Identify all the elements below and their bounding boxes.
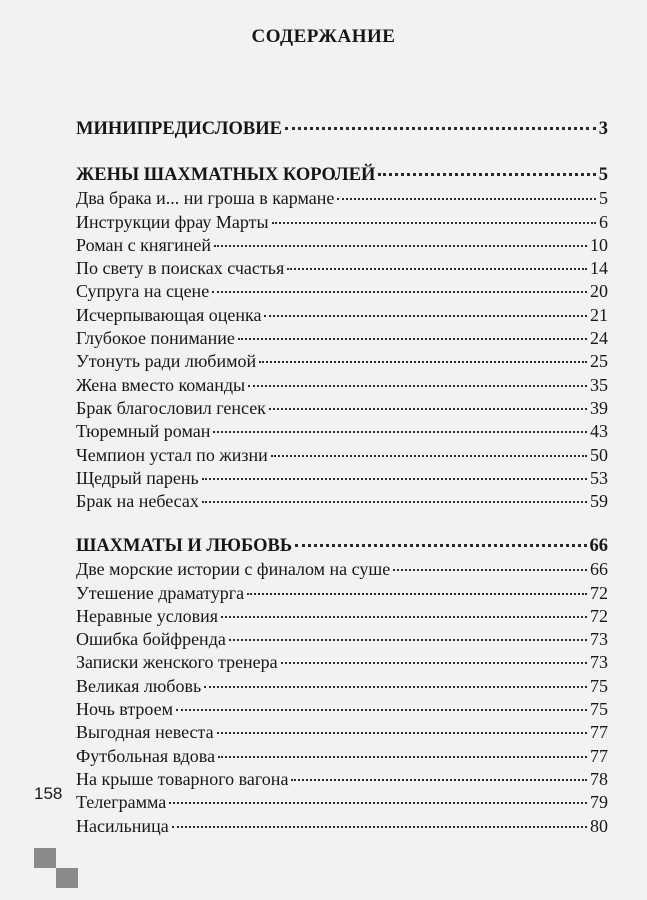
toc-entry-label: На крыше товарного вагона [76,768,289,789]
toc-entry-page: 73 [590,629,608,650]
toc-entry-label: Брак на небесах [76,491,199,512]
dot-leader [337,198,596,200]
toc-entry-page: 80 [590,815,608,836]
toc-entry-label: Роман с княгиней [76,234,212,255]
toc-entry-label: Два брака и... ни гроша в кармане [76,188,335,209]
dot-leader [291,779,587,781]
dot-leader [214,245,587,247]
toc-entry-page: 78 [590,768,608,789]
toc-entry[interactable] [76,815,608,838]
toc-entry-label: Телеграмма [76,792,167,813]
toc-entry[interactable] [76,698,608,721]
toc-entry[interactable] [76,558,608,581]
dot-leader [218,756,587,758]
toc-entry[interactable] [76,304,608,327]
toc-entry-label: Насильница [76,815,169,836]
toc-entry-page: 43 [590,421,608,442]
dot-leader [269,408,587,410]
toc-entry-page: 75 [590,699,608,720]
toc-entry[interactable] [76,721,608,744]
toc-entry-page: 72 [590,582,608,603]
dot-leader [202,501,587,503]
toc-section-heading[interactable] [76,164,608,187]
toc-entry-page: 14 [590,258,608,279]
toc-heading-label: МИНИПРЕДИСЛОВИЕ [76,119,282,139]
page-number: 158 [34,784,63,803]
toc-section-wives [76,164,608,513]
toc-section-heading[interactable] [76,535,608,558]
toc-entry-label: Записки женского тренера [76,652,278,673]
dot-leader [217,732,587,734]
dot-leader [221,616,587,618]
toc-heading-label: ШАХМАТЫ И ЛЮБОВЬ [76,536,293,556]
dot-leader [202,478,587,480]
toc-entry[interactable] [76,187,608,210]
dot-leader [285,127,596,130]
toc-entry-page: 73 [590,652,608,673]
toc-entry[interactable] [76,628,608,651]
toc-entry-label: Утонуть ради любимой [76,351,257,372]
dot-leader [204,686,587,688]
corner-square [34,848,56,868]
toc-entry-label: Утешение драматурга [76,582,245,603]
toc-entry-label: Щедрый парень [76,467,199,488]
dot-leader [378,173,595,176]
toc-entry-page: 25 [590,351,608,372]
dot-leader [272,222,596,224]
toc-entry[interactable] [76,490,608,513]
dot-leader [238,338,587,340]
toc-entry-label: Жена вместо команды [76,374,246,395]
toc-entry[interactable] [76,234,608,257]
toc-entry-label: Великая любовь [76,675,202,696]
toc-entry-label: Брак благословил генсек [76,397,266,418]
corner-square [56,868,78,888]
page-title: СОДЕРЖАНИЕ [251,26,396,47]
toc-entry-page: 77 [590,722,608,743]
dot-leader [169,802,587,804]
dot-leader [176,709,587,711]
toc-heading-label: ЖЕНЫ ШАХМАТНЫХ КОРОЛЕЙ [76,165,376,185]
toc-entry-label: Тюремный роман [76,421,211,442]
dot-leader [281,662,587,664]
toc-heading-page: 66 [589,536,608,556]
dot-leader [172,826,587,828]
dot-leader [295,544,586,547]
toc-entry-label: По свету в поисках счастья [76,258,285,279]
dot-leader [248,385,587,387]
toc-entry-label: Выгодная невеста [76,722,214,743]
toc-entry-label: Две морские истории с финалом на суше [76,559,391,580]
toc-entry-page: 77 [590,745,608,766]
toc-entry[interactable] [76,651,608,674]
toc-entry[interactable] [76,467,608,490]
toc-entry-page: 53 [590,467,608,488]
dot-leader [213,431,587,433]
toc-entry[interactable] [76,280,608,303]
toc-entry-label: Супруга на сцене [76,281,210,302]
toc-entry-page: 50 [590,444,608,465]
toc-entry-label: Неравные условия [76,605,219,626]
toc-entry[interactable] [76,350,608,373]
toc-entry-page: 21 [590,304,608,325]
toc-entry-label: Глубокое понимание [76,328,235,349]
toc-entry-label: Чемпион устал по жизни [76,444,268,465]
toc-entry[interactable] [76,374,608,397]
toc-heading-page: 5 [598,165,608,185]
toc-entry-page: 66 [590,559,608,580]
toc-entry[interactable] [76,397,608,420]
toc-entry-page: 24 [590,328,608,349]
toc-entry-page: 5 [599,188,608,209]
toc-entry[interactable] [76,420,608,443]
toc-entry-label: Ночь втроем [76,699,174,720]
toc-entry-page: 35 [590,374,608,395]
toc-section-heading[interactable] [76,118,608,141]
toc-entry[interactable] [76,327,608,350]
toc-entry-page: 79 [590,792,608,813]
toc-section-preface [76,118,608,141]
toc-entry-page: 72 [590,605,608,626]
toc-entry[interactable] [76,675,608,698]
toc-entry[interactable] [76,582,608,605]
toc-entry-page: 59 [590,491,608,512]
toc-entry-label: Инструкции фрау Марты [76,211,269,232]
toc-entry[interactable] [76,444,608,467]
dot-leader [229,639,587,641]
toc-entry[interactable] [76,605,608,628]
dot-leader [264,315,587,317]
toc-entry-label: Исчерпывающая оценка [76,304,262,325]
toc-entry[interactable] [76,257,608,280]
dot-leader [271,455,587,457]
toc-entry-page: 20 [590,281,608,302]
dot-leader [287,268,587,270]
toc-entry-label: Ошибка бойфренда [76,629,226,650]
toc-heading-page: 3 [598,119,608,139]
toc-entry-label: Футбольная вдова [76,745,216,766]
dot-leader [212,291,587,293]
dot-leader [393,569,587,571]
toc-entry-page: 6 [599,211,608,232]
toc-entry[interactable] [76,211,608,234]
toc-section-love [76,535,608,838]
toc-entry[interactable] [76,745,608,768]
dot-leader [247,593,587,595]
toc-entry-page: 39 [590,397,608,418]
toc-entry-page: 75 [590,675,608,696]
toc-entry[interactable] [76,791,608,814]
dot-leader [259,361,587,363]
toc-entry[interactable] [76,768,608,791]
toc-entry-page: 10 [590,234,608,255]
